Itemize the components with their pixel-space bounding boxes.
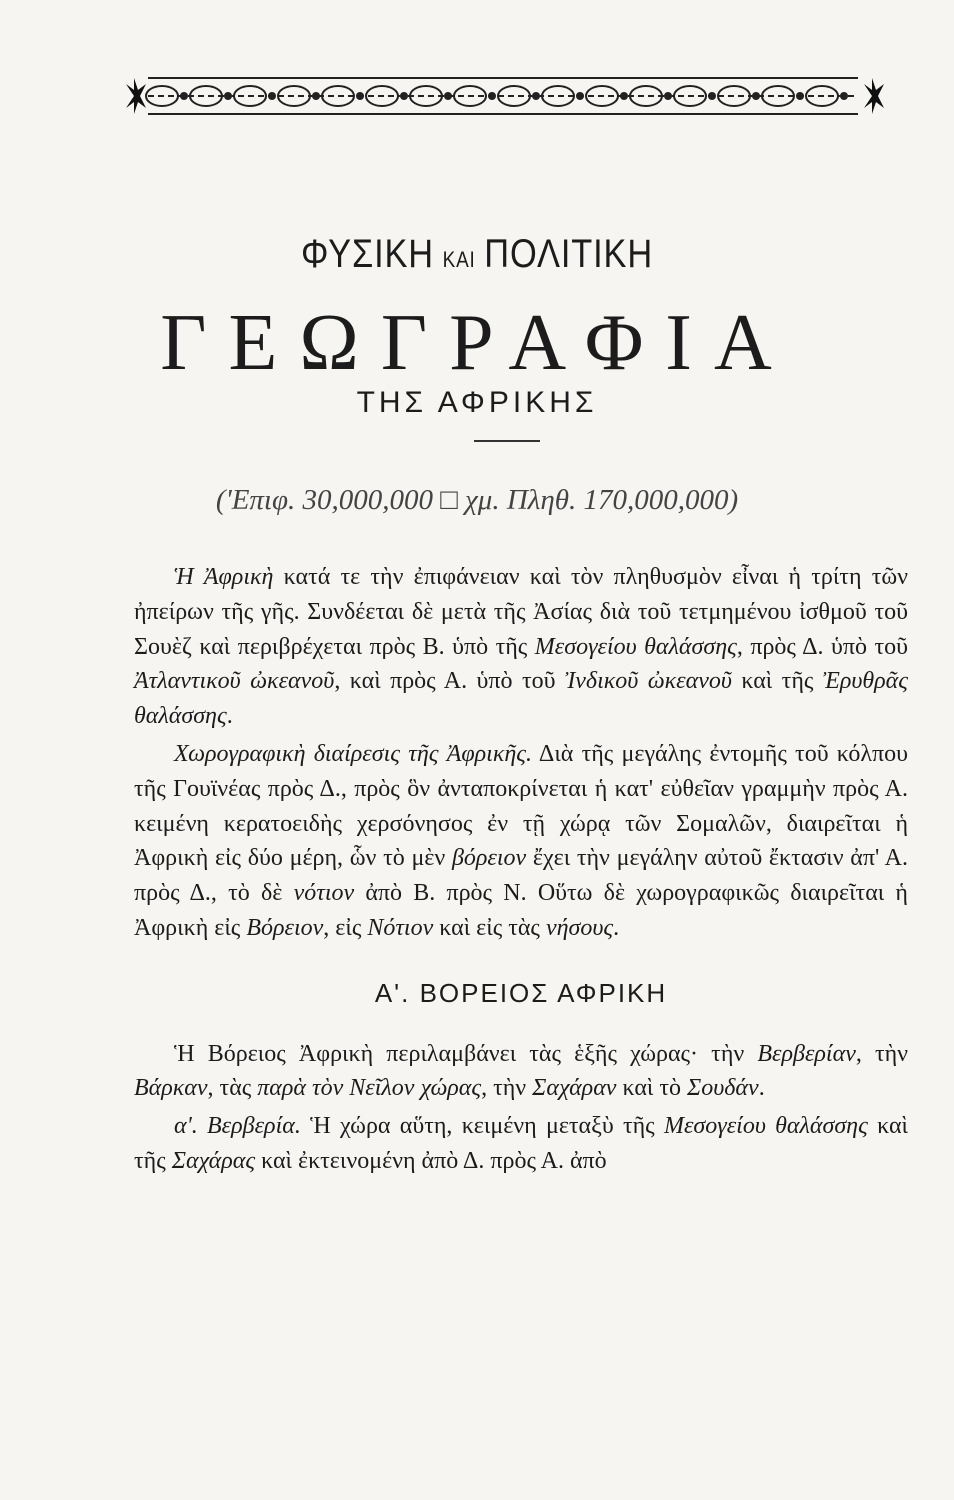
- text-span: , εἰς: [323, 914, 368, 941]
- decorative-border-ornament: [118, 66, 888, 126]
- ornament-dot: [312, 92, 320, 100]
- place-indian-ocean: Ἰνδικοῦ ὠκεανοῦ: [564, 668, 732, 695]
- text-span: , τὰς: [207, 1075, 258, 1102]
- paragraph-barbary: [134, 1109, 908, 1179]
- lead-barbary: α'. Βερβερία.: [174, 1113, 301, 1140]
- ornament-dot: [488, 92, 496, 100]
- term-islands: νήσους: [545, 914, 614, 941]
- text-span: καὶ τὸ: [616, 1075, 687, 1102]
- title-word-and: ΚΑΙ: [442, 247, 476, 272]
- text-span: , τὴν: [481, 1075, 533, 1102]
- text-span: ἔχει τὴν μεγάλην αὐτοῦ ἔκτασιν ἀπ' Α. πρὸς Δ., τὸ δὲ: [134, 845, 908, 907]
- text-span: καὶ εἰς τὰς: [433, 914, 546, 941]
- ornament-loop: [630, 86, 662, 106]
- term-southern-region: Νότιον: [367, 914, 434, 941]
- place-mediterranean: Μεσογείου θαλάσσης: [663, 1113, 868, 1140]
- text-span: καὶ τῆς: [134, 1113, 909, 1174]
- ornament-dot: [224, 92, 232, 100]
- ornament-dot: [664, 92, 672, 100]
- ornament-loop: [410, 86, 442, 106]
- place-atlantic: Ἀτλαντικοῦ ὠκεανοῦ: [134, 668, 335, 695]
- ornament-dot: [752, 92, 760, 100]
- ornament-dot: [444, 92, 452, 100]
- term-northern: βόρειον: [451, 845, 527, 872]
- ornament-loop: [190, 86, 222, 106]
- text-span: .: [758, 1075, 765, 1102]
- paragraph-intro: [134, 560, 908, 734]
- paragraph-north-africa: [134, 1037, 908, 1107]
- text-span: Ἡ Βόρειος Ἀφρικὴ περιλαμβάνει τὰς ἑξῆς χώρας· τὴν: [174, 1040, 758, 1067]
- text-span: καὶ τῆς: [731, 668, 823, 695]
- title-word-political: ΠΟΛΙΤΙΚΗ: [484, 232, 654, 276]
- text-span: , καὶ πρὸς Α. ὑπὸ τοῦ: [334, 668, 565, 695]
- term-southern: νότιον: [293, 880, 355, 907]
- text-span: ἀπὸ Β. πρὸς Ν. Οὕτω δὲ χωρογραφικῶς διαιρεῖται ἡ Ἀφρικὴ εἰς: [134, 880, 908, 941]
- text-span: .: [613, 914, 620, 941]
- title-word-physical: ΦΥΣΙΚΗ: [300, 232, 434, 276]
- place-sahara: Σαχάρας: [171, 1147, 256, 1174]
- place-mediterranean: Μεσογείου θαλάσσης: [534, 633, 737, 660]
- text-span: Διὰ τῆς μεγάλης ἐντομῆς τοῦ κόλπου τῆς Γουϊνέας πρὸς Δ., πρὸς ὃν ἀνταποκρίνεται ἡ κατ' εὐθεῖαν γραμμὴν πρὸς Α. κειμένη κερατοειδὴς χερσόνησος ἐν τῇ χώρᾳ τῶν Σομαλῶν, διαιρεῖται ἡ Ἀφρικὴ εἰς δύο μέρη, ὧν τὸ μὲν: [134, 740, 908, 872]
- ornament-dot: [576, 92, 584, 100]
- ornament-dot: [708, 92, 716, 100]
- title-geography: ΓΕΩΓΡΑΦΙΑ: [160, 299, 794, 387]
- ornament-dot: [620, 92, 628, 100]
- lead-africa: Ἡ Ἀφρικὴ: [174, 564, 274, 590]
- title-of-africa: ΤΗΣ ΑΦΡΙΚΗΣ: [356, 386, 598, 419]
- term-northern-region: Βόρειον: [246, 914, 324, 941]
- page-body: [134, 560, 908, 1179]
- ornament-dot: [268, 92, 276, 100]
- paragraph-division: [134, 737, 908, 946]
- place-barbary: Βερβερίαν: [757, 1040, 856, 1067]
- text-span: κατά τε τὴν ἐπιφάνειαν καὶ τὸν πληθυσμὸν εἶναι ἡ τρίτη τῶν ἠπείρων τῆς γῆς. Συνδέεται δὲ μετὰ τῆς Ἀσίας διὰ τοῦ τετμημένου ἰσθμοῦ τοῦ Σουὲζ καὶ περιβρέχεται πρὸς Β. ὑπὸ τῆς: [134, 564, 908, 660]
- place-nile-lands: παρὰ τὸν Νεῖλον χώρας: [257, 1075, 482, 1102]
- ornament-dot: [532, 92, 540, 100]
- place-red-sea: Ἐρυθρᾶς θαλάσσης: [134, 668, 908, 730]
- text-span: καὶ ἐκτεινομένη ἀπὸ Δ. πρὸς Α. ἀπὸ: [255, 1147, 607, 1174]
- ornament-dot: [840, 92, 848, 100]
- section-heading-north-africa: Α'. ΒΟΡΕΙΟΣ ΑΦΡΙΚΗ: [374, 977, 668, 1008]
- place-sahara: Σαχάραν: [532, 1075, 617, 1102]
- text-span: Ἡ χώρα αὕτη, κειμένη μεταξὺ τῆς: [300, 1113, 664, 1140]
- ornament-dot: [180, 92, 188, 100]
- ornament-dot: [356, 92, 364, 100]
- title-line-1: [67, 232, 887, 277]
- text-span: , τὴν: [855, 1040, 909, 1067]
- place-sudan: Σουδάν: [687, 1075, 759, 1102]
- place-barka: Βάρκαν: [134, 1075, 208, 1102]
- title-divider-rule: [474, 440, 540, 442]
- text-span: , πρὸς Δ. ὑπὸ τοῦ: [736, 633, 909, 660]
- ornament-dot: [796, 92, 804, 100]
- ornament-dot: [400, 92, 408, 100]
- text-span: .: [226, 703, 233, 730]
- lead-division: Χωρογραφικὴ διαίρεσις τῆς Ἀφρικῆς.: [174, 740, 532, 767]
- area-population-stats: ('Επιφ. 30,000,000 □ χμ. Πληθ. 170,000,000): [215, 484, 739, 516]
